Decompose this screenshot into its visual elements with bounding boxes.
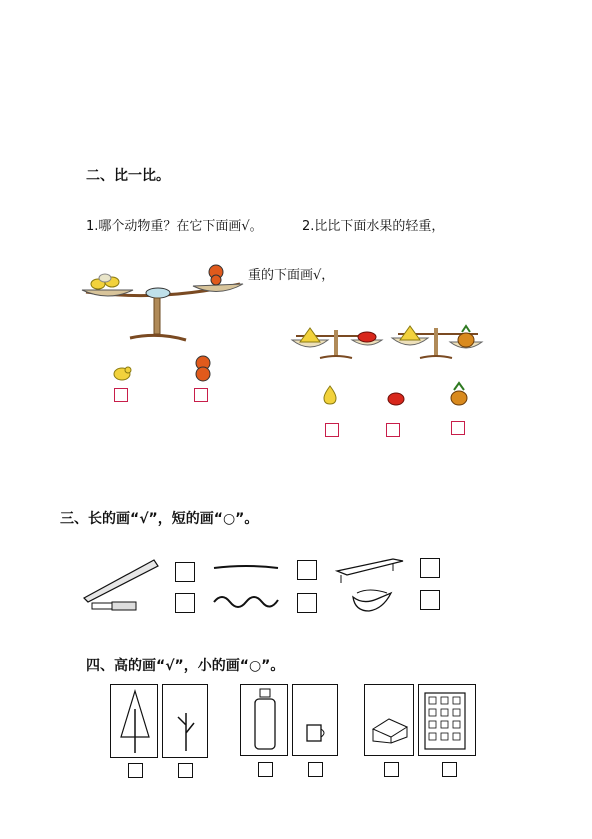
answer-box-seesaw[interactable] xyxy=(420,590,440,610)
section-2-title: 二、比一比。 xyxy=(86,168,170,184)
tall-building-card xyxy=(418,684,476,756)
balance-scale-illustration xyxy=(78,262,248,352)
thermos-card xyxy=(240,684,288,756)
answer-box-tall-tree[interactable] xyxy=(128,763,143,778)
thermos-icon xyxy=(251,687,279,753)
cat-icon xyxy=(190,355,216,383)
bench-and-seesaw-icons xyxy=(333,553,413,613)
short-knife-icon xyxy=(90,600,140,614)
small-plant-card xyxy=(162,684,208,758)
tall-tree-icon xyxy=(115,689,155,755)
question-2-text-line2: 重的下面画√， xyxy=(248,268,335,283)
pear-icon xyxy=(320,384,340,406)
answer-box-chick[interactable] xyxy=(114,388,128,402)
answer-box-straight-line[interactable] xyxy=(297,560,317,580)
tall-building-icon xyxy=(423,689,473,753)
question-2-text-line1: 2.比比下面水果的轻重， xyxy=(302,219,445,234)
answer-box-wavy-line[interactable] xyxy=(297,593,317,613)
tall-tree-card xyxy=(110,684,158,758)
answer-box-apple[interactable] xyxy=(386,423,400,437)
section-4-title: 四、高的画“√”，小的画“○”。 xyxy=(86,658,285,674)
answer-box-pencil[interactable] xyxy=(175,562,195,582)
answer-box-small-house[interactable] xyxy=(384,762,399,777)
answer-box-thermos[interactable] xyxy=(258,762,273,777)
section-3-title: 三、长的画“√”，短的画“○”。 xyxy=(60,511,259,527)
fruit-balance-scales xyxy=(290,318,490,366)
answer-box-cat[interactable] xyxy=(194,388,208,402)
straight-and-wavy-lines xyxy=(212,562,282,612)
answer-box-knife[interactable] xyxy=(175,593,195,613)
answer-box-pear[interactable] xyxy=(325,423,339,437)
answer-box-cup[interactable] xyxy=(308,762,323,777)
apple-icon xyxy=(386,392,406,406)
small-house-icon xyxy=(369,715,411,745)
answer-box-bench[interactable] xyxy=(420,558,440,578)
answer-box-tall-building[interactable] xyxy=(442,762,457,777)
answer-box-small-plant[interactable] xyxy=(178,763,193,778)
small-house-card xyxy=(364,684,414,756)
pineapple-icon xyxy=(448,382,470,406)
cup-icon xyxy=(305,723,329,743)
cup-card xyxy=(292,684,338,756)
chick-icon xyxy=(110,364,134,382)
answer-box-pineapple[interactable] xyxy=(451,421,465,435)
question-1-text: 1.哪个动物重？在它下面画√。 xyxy=(86,219,263,234)
small-plant-icon xyxy=(173,707,199,753)
